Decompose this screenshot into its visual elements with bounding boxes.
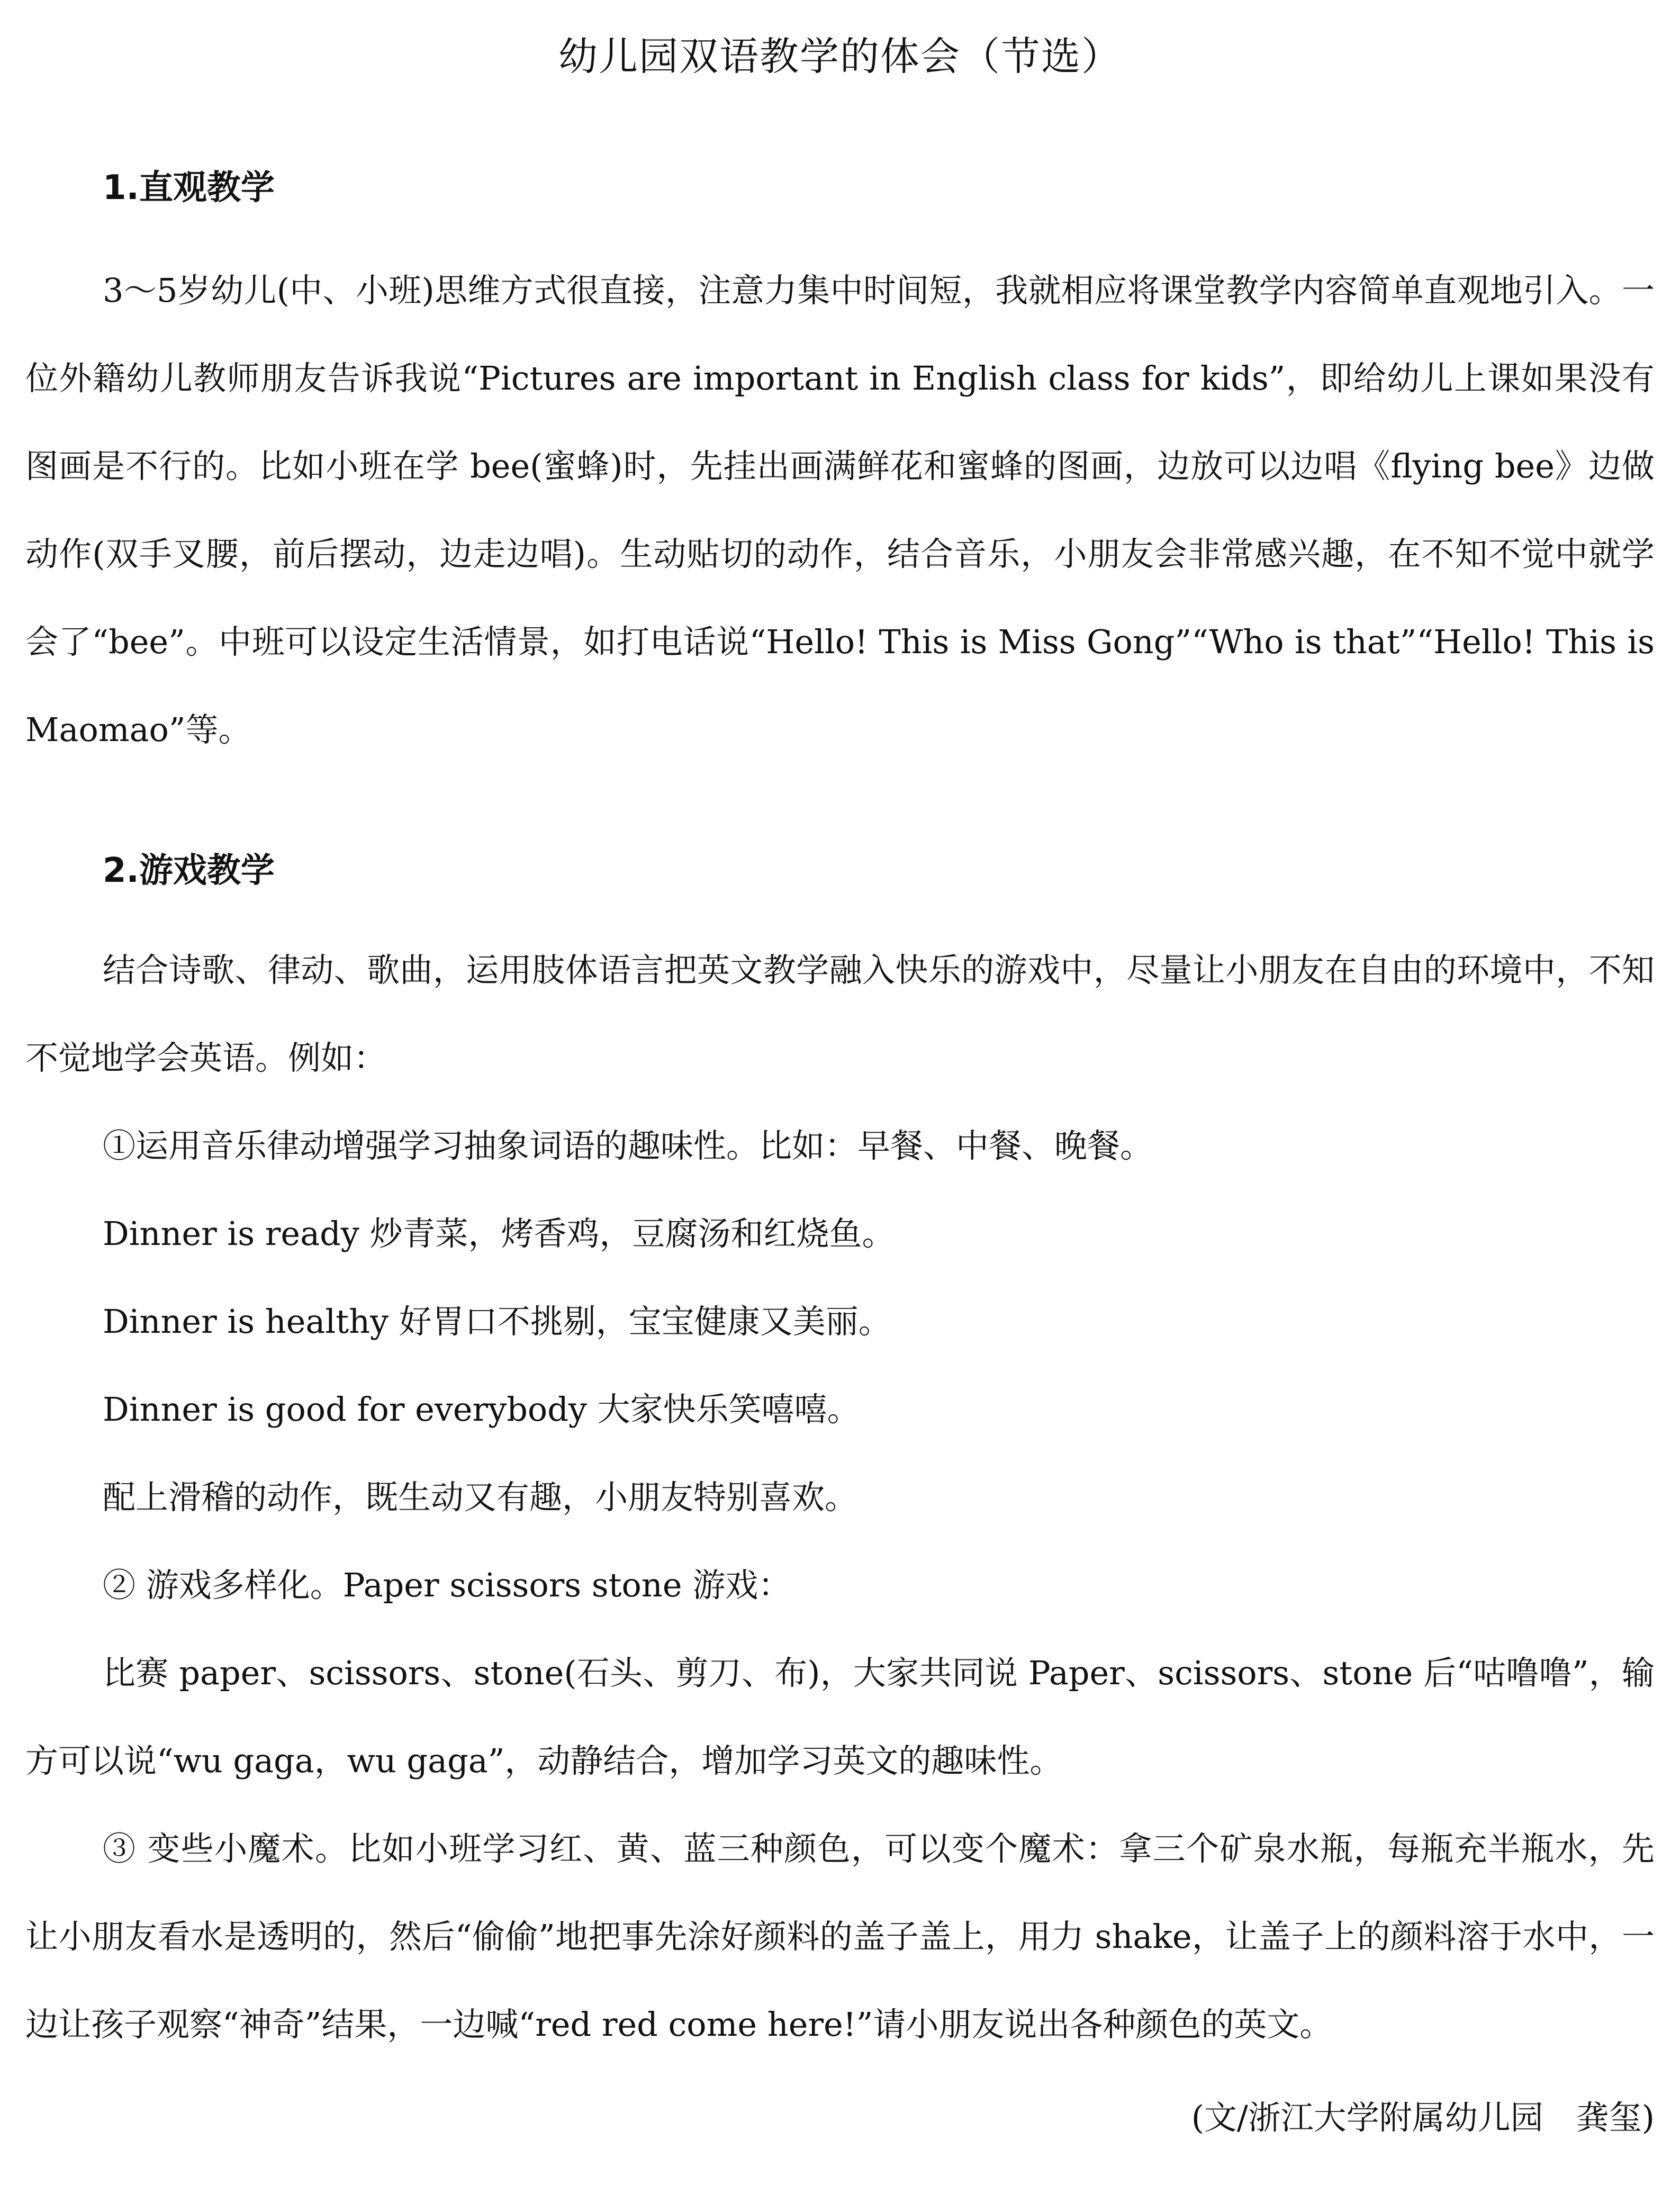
item-1-paragraph: ①运用音乐律动增强学习抽象词语的趣味性。比如：早餐、中餐、晚餐。 (103, 1126, 1153, 1165)
author-attribution: (文/浙江大学附属幼儿园 龚玺) (1191, 2098, 1655, 2137)
rhyme-comment-line: 配上滑稽的动作，既生动又有趣，小朋友特别喜欢。 (103, 1478, 858, 1516)
document-page (25, 28, 1655, 2147)
section-2-intro-paragraph: 结合诗歌、律动、歌曲，运用肢体语言把英文教学融入快乐的游戏中，尽量让小朋友在自由的环境中，不知不觉地学会英语。例如： (25, 951, 1655, 1077)
rhyme-line-1: Dinner is ready 炒青菜，烤香鸡，豆腐汤和红烧鱼。 (103, 1214, 895, 1253)
section-1-paragraph: 3～5岁幼儿(中、小班)思维方式很直接，注意力集中时间短，我就相应将课堂教学内容简单直观地引入。一位外籍幼儿教师朋友告诉我说“Pictures are important in English class for kids”，即给幼儿上课如果没有图画是不行的。比如小班在学 bee(蜜蜂)时，先挂出画满鲜花和蜜蜂的图画，边放可以边唱《flying bee》边做动作(双手叉腰，前后摆动，边走边唱)。生动贴切的动作，结合音乐，小朋友会非常感兴趣，在不知不觉中就学会了“bee”。中班可以设定生活情景，如打电话说“Hello! This is Miss Gong”“Who is that”“Hello! This is Maomao”等。 (25, 271, 1655, 749)
item-2-paragraph: 比赛 paper、scissors、stone(石头、剪刀、布)，大家共同说 Paper、scissors、stone 后“咕噜噜”，输方可以说“wu gaga，wu gaga”，动静结合，增加学习英文的趣味性。 (25, 1654, 1655, 1780)
item-2-heading-line: ② 游戏多样化。Paper scissors stone 游戏： (103, 1566, 791, 1604)
document-title: 幼儿园双语教学的体会（节选） (558, 34, 1122, 79)
rhyme-line-3: Dinner is good for everybody 大家快乐笑嘻嘻。 (103, 1390, 860, 1429)
section-heading-game-teaching: 2.游戏教学 (103, 851, 275, 890)
item-3-paragraph: ③ 变些小魔术。比如小班学习红、黄、蓝三种颜色，可以变个魔术：拿三个矿泉水瓶，每瓶充半瓶水，先让小朋友看水是透明的，然后“偷偷”地把事先涂好颜料的盖子盖上，用力 shake，让盖子上的颜料溶于水中，一边让孩子观察“神奇”结果，一边喊“red red come here!”请小朋友说出各种颜色的英文。 (25, 1829, 1655, 2044)
section-heading-intuitive-teaching: 1.直观教学 (103, 168, 275, 207)
rhyme-line-2: Dinner is healthy 好胃口不挑剔，宝宝健康又美丽。 (103, 1302, 891, 1341)
